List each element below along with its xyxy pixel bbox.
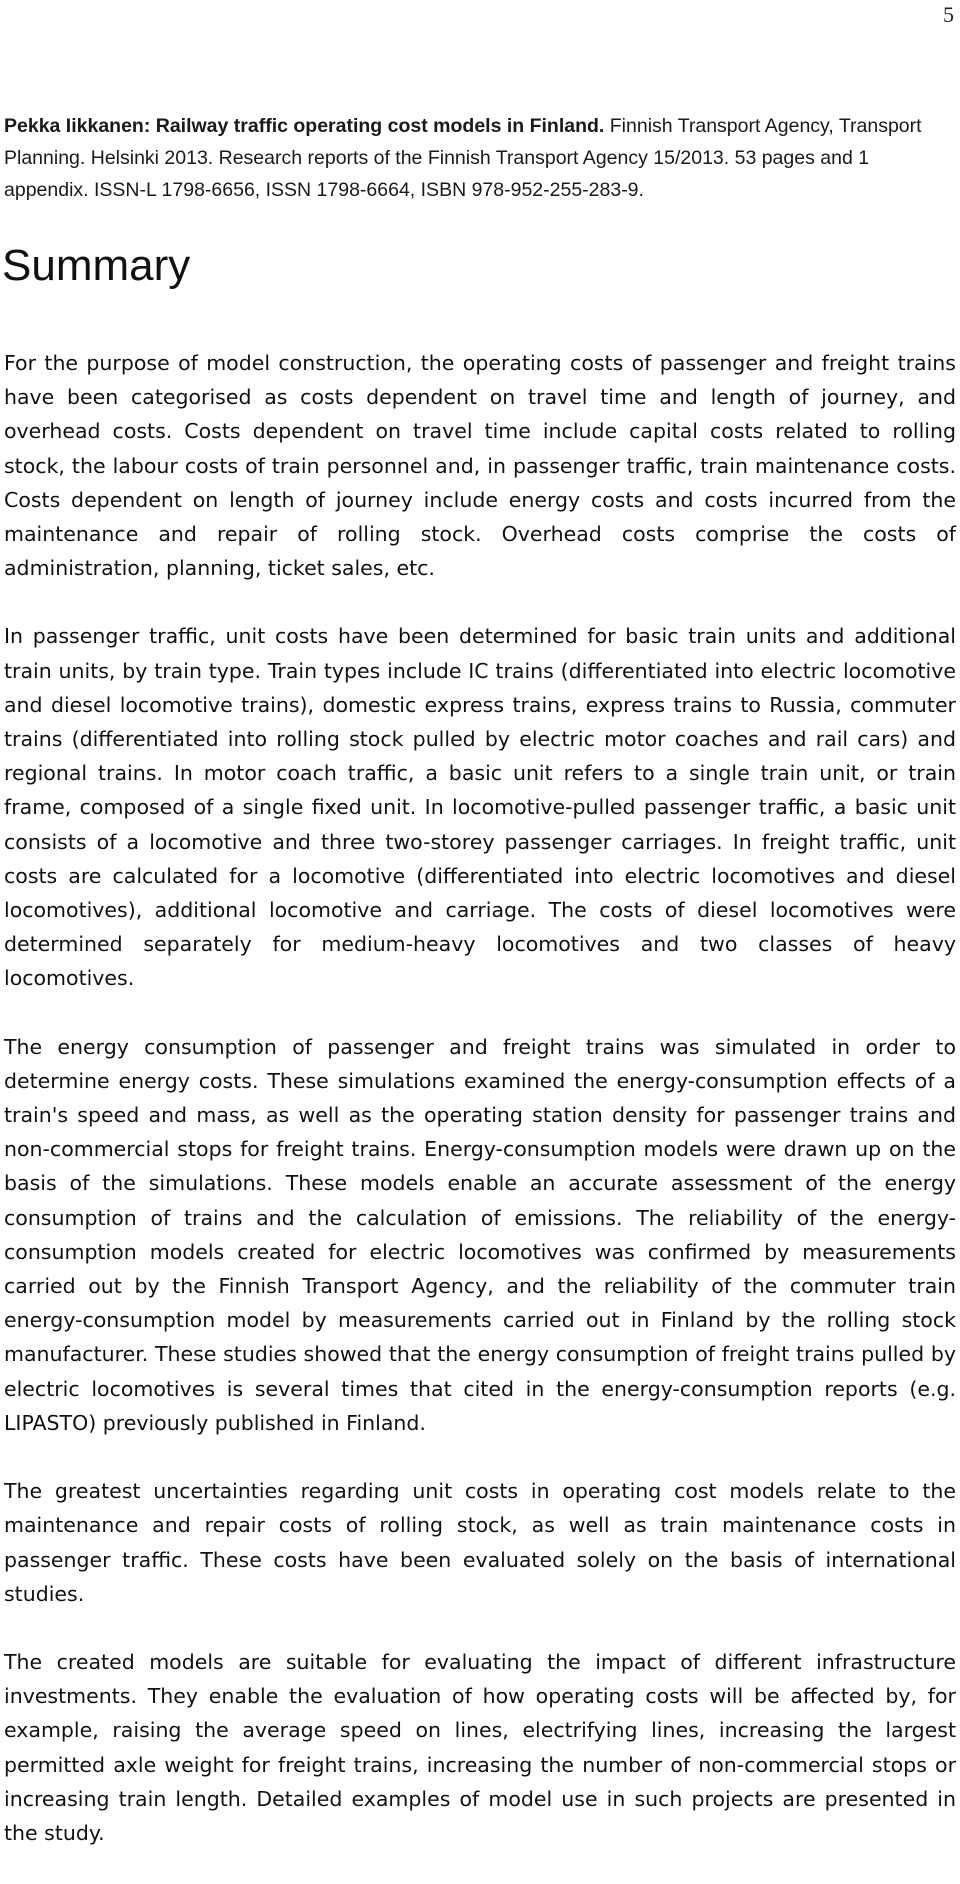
citation-publication-details: Finnish Transport Agency, Transport Planning. Helsinki 2013. Research reports of the Finnish Transport Agency 15/2013. 53 pages and 1 appendix. ISSN-L 1798-6656, ISSN 1798-6664, ISBN 978-952-255-283-9.: [4, 115, 922, 201]
summary-paragraph-2: In passenger traffic, unit costs have been determined for basic train units and additional train units, by train type. Train types include IC trains (differentiated into electric locomotive and diesel locomotive trains), domestic express trains, express trains to Russia, commuter trains (differentiated into rolling stock pulled by electric motor coaches and rail cars) and regional trains. In motor coach traffic, a basic unit refers to a single train unit, or train frame, composed of a single fixed unit. In locomotive-pulled passenger traffic, a basic unit consists of a locomotive and three two-storey passenger carriages. In freight traffic, unit costs are calculated for a locomotive (differentiated into electric locomotives and diesel locomotives), additional locomotive and carriage. The costs of diesel locomotives were determined separately for medium-heavy locomotives and two classes of heavy locomotives.: [4, 624, 956, 991]
citation-author-title: Pekka Iikkanen: Railway traffic operating cost models in Finland.: [4, 115, 605, 137]
summary-paragraph-4: The greatest uncertainties regarding unit costs in operating cost models relate to the maintenance and repair costs of rolling stock, as well as train maintenance costs in passenger traffic. These costs have been evaluated solely on the basis of international studies.: [4, 1479, 956, 1606]
bibliographic-citation: [4, 110, 956, 206]
summary-paragraph-5: The created models are suitable for evaluating the impact of different infrastructure investments. They enable the evaluation of how operating costs will be affected by, for example, raising the average speed on lines, electrifying lines, increasing the largest permitted axle weight for freight trains, increasing the number of non-commercial stops or increasing train length. Detailed examples of model use in such projects are presented in the study.: [4, 1649, 956, 1845]
summary-heading: Summary: [2, 241, 191, 290]
summary-paragraph-1: For the purpose of model construction, the operating costs of passenger and freight trains have been categorised as costs dependent on travel time and length of journey, and overhead costs. Costs dependent on travel time include capital costs related to rolling stock, the labour costs of train personnel and, in passenger traffic, train maintenance costs. Costs dependent on length of journey include energy costs and costs incurred from the maintenance and repair of rolling stock. Overhead costs comprise the costs of administration, planning, ticket sales, etc.: [4, 351, 956, 581]
summary-body: [4, 346, 956, 1884]
summary-paragraph-3: The energy consumption of passenger and freight trains was simulated in order to determine energy costs. These simulations examined the energy-consumption effects of a train's speed and mass, as well as the operating station density for passenger trains and non-commercial stops for freight trains. Energy-consumption models were drawn up on the basis of the simulations. These models enable an accurate assessment of the energy consumption of trains and the calculation of emissions. The reliability of the energy-consumption models created for electric locomotives was confirmed by measurements carried out by the Finnish Transport Agency, and the reliability of the commuter train energy-consumption model by measurements carried out in Finland by the rolling stock manufacturer. These studies showed that the energy consumption of freight trains pulled by electric locomotives is several times that cited in the energy-consumption reports (e.g. LIPASTO) previously published in Finland.: [4, 1034, 956, 1435]
page-number: 5: [943, 2, 954, 27]
